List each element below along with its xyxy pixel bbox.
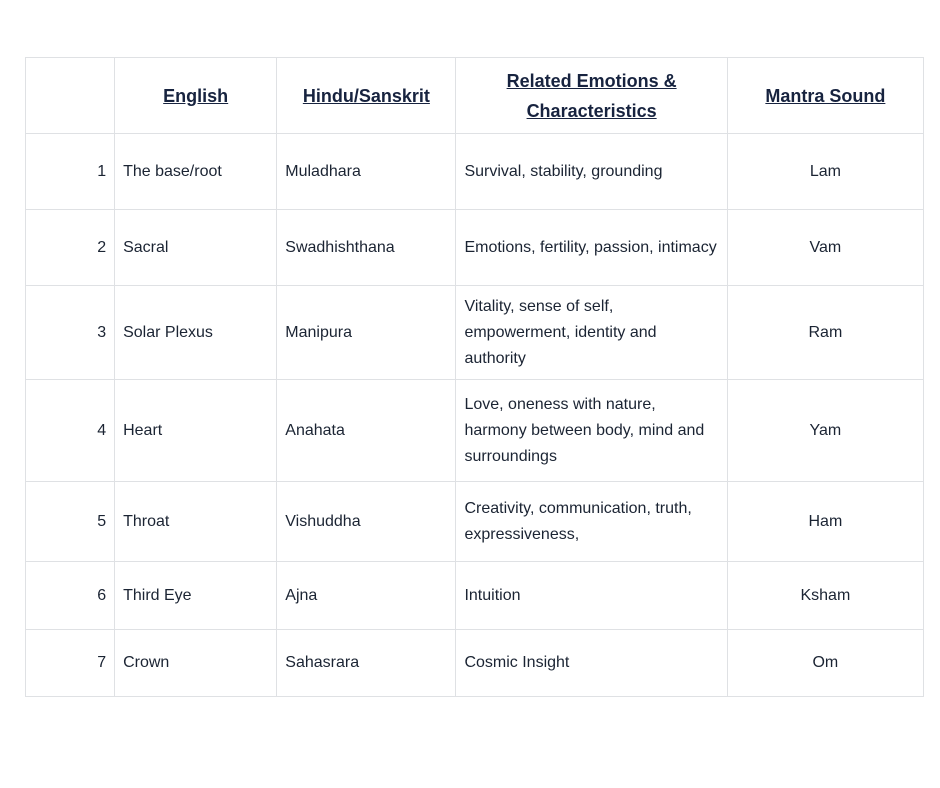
table-row [26,482,924,562]
emotions-cell: Intuition [456,562,727,630]
english-cell: Third Eye [115,562,277,630]
emotions-cell: Vitality, sense of self, empowerment, identity and authority [456,286,727,380]
sanskrit-cell: Manipura [277,286,456,380]
row-number: 3 [26,286,115,380]
row-number: 5 [26,482,115,562]
sanskrit-cell: Sahasrara [277,630,456,697]
table-row [26,630,924,697]
table-row [26,134,924,210]
row-number: 4 [26,380,115,482]
table-row [26,380,924,482]
table-header-row [26,58,924,134]
english-cell: Heart [115,380,277,482]
table-row [26,286,924,380]
english-cell: The base/root [115,134,277,210]
sanskrit-cell: Ajna [277,562,456,630]
row-number: 6 [26,562,115,630]
row-number: 1 [26,134,115,210]
emotions-cell: Creativity, communication, truth, expressiveness, [456,482,727,562]
sanskrit-cell: Swadhishthana [277,210,456,286]
emotions-cell: Love, oneness with nature, harmony between body, mind and surroundings [456,380,727,482]
english-cell: Sacral [115,210,277,286]
table-row [26,562,924,630]
sanskrit-cell: Anahata [277,380,456,482]
chakra-table [25,57,924,697]
row-number: 2 [26,210,115,286]
mantra-cell: Lam [727,134,923,210]
header-english: English [115,58,277,134]
mantra-cell: Ksham [727,562,923,630]
header-mantra: Mantra Sound [727,58,923,134]
row-number: 7 [26,630,115,697]
emotions-cell: Survival, stability, grounding [456,134,727,210]
mantra-cell: Yam [727,380,923,482]
header-emotions: Related Emotions & Characteristics [456,58,727,134]
mantra-cell: Ham [727,482,923,562]
sanskrit-cell: Muladhara [277,134,456,210]
mantra-cell: Ram [727,286,923,380]
english-cell: Solar Plexus [115,286,277,380]
table-row [26,210,924,286]
english-cell: Throat [115,482,277,562]
english-cell: Crown [115,630,277,697]
mantra-cell: Om [727,630,923,697]
sanskrit-cell: Vishuddha [277,482,456,562]
header-sanskrit: Hindu/Sanskrit [277,58,456,134]
emotions-cell: Cosmic Insight [456,630,727,697]
emotions-cell: Emotions, fertility, passion, intimacy [456,210,727,286]
header-number [26,58,115,134]
mantra-cell: Vam [727,210,923,286]
